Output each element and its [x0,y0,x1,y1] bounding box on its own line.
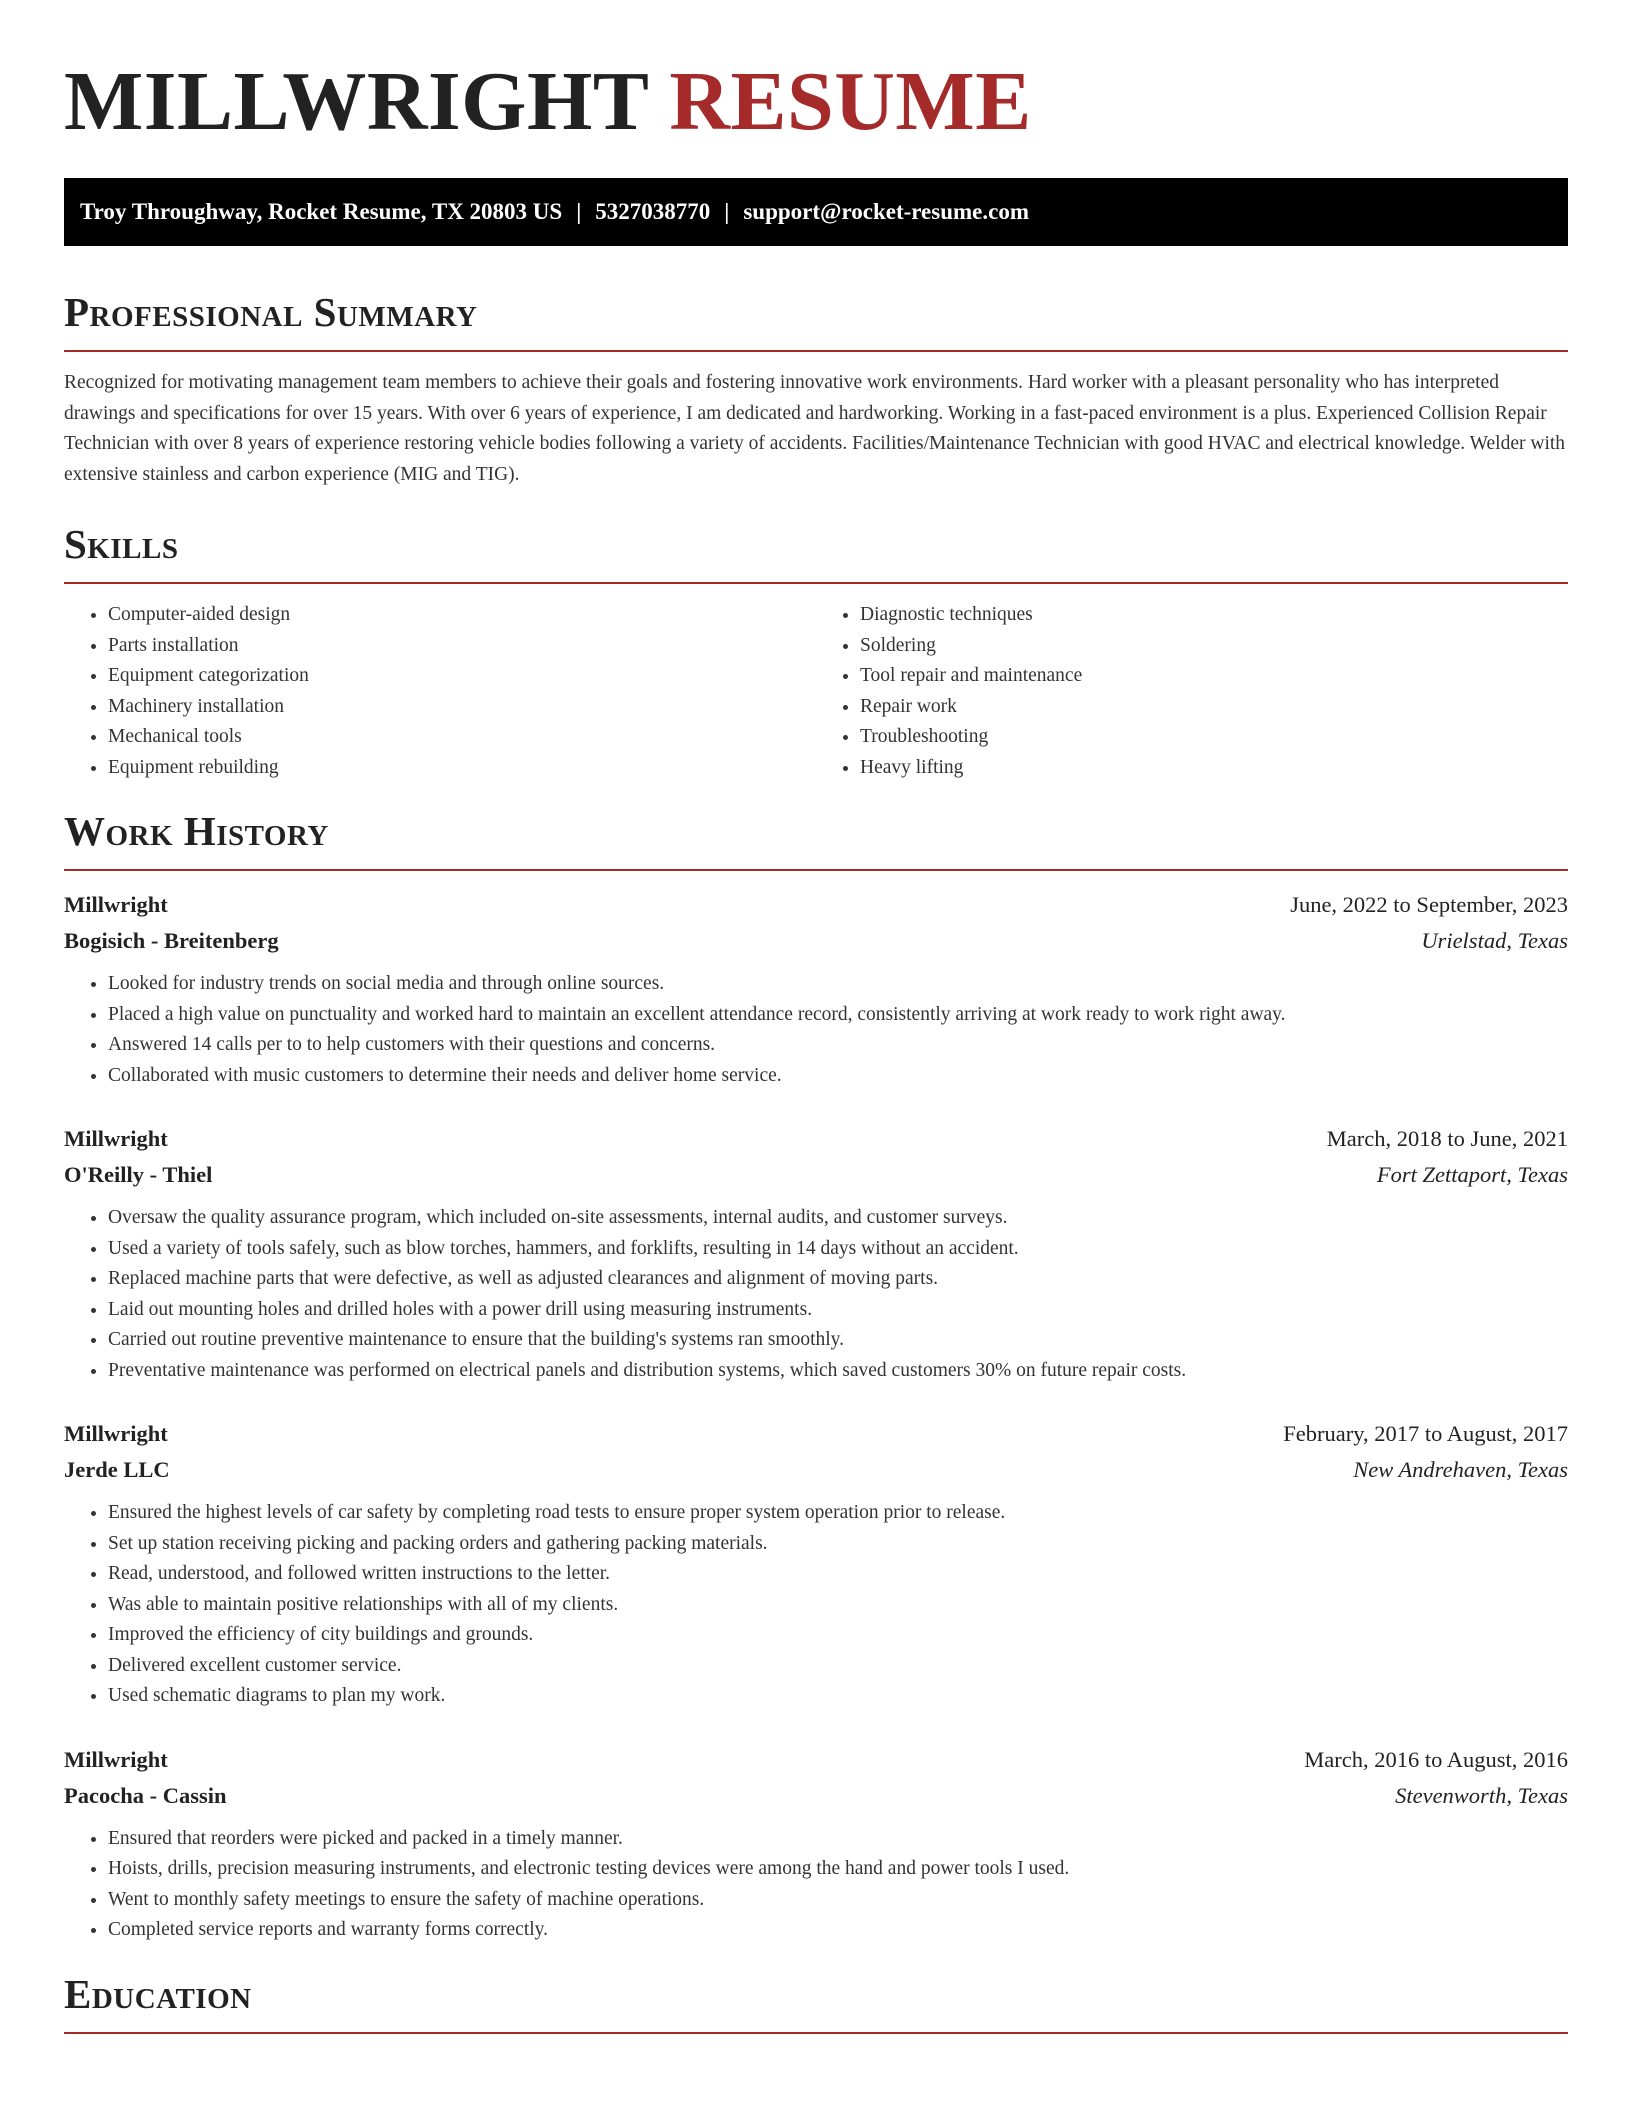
job-company-row [64,1778,1568,1814]
job-entry [64,1416,1568,1712]
professional-summary-section [64,286,1568,490]
job-header-row [64,1416,1568,1452]
job-bullet: • Ensured the highest levels of car safety by completing road tests to ensure proper system operation prior to release. [108,1498,1568,1529]
job-company-row [64,923,1568,959]
skills-section [64,518,1568,783]
title-main: MILLWRIGHT [64,55,648,148]
skill-item: • Mechanical tools [108,722,816,753]
job-title: Millwright [64,1126,168,1151]
job-bullet: • Placed a high value on punctuality and worked hard to maintain an excellent attendance record, consistently arriving at work ready to work right away. [108,1000,1568,1031]
title-accent: RESUME [669,55,1032,148]
job-entry [64,1742,1568,1946]
job-bullet: • Was able to maintain positive relationships with all of my clients. [108,1590,1568,1621]
job-bullet: • Read, understood, and followed written instructions to the letter. [108,1559,1568,1590]
skill-item: • Troubleshooting [860,722,1568,753]
skills-column-left [64,600,816,783]
contact-address: Troy Throughway, Rocket Resume, TX 20803 US [80,199,563,224]
job-location: Fort Zettaport, Texas [1376,1162,1568,1187]
job-company: Bogisich - Breitenberg [64,928,279,953]
job-bullet: • Set up station receiving picking and packing orders and gathering packing materials. [108,1529,1568,1560]
job-bullet-list [64,1203,1568,1386]
section-heading-summary: Professional Summary [64,286,1568,352]
job-bullet: • Carried out routine preventive maintenance to ensure that the building's systems ran smoothly. [108,1325,1568,1356]
skills-grid [64,600,1568,783]
contact-separator: | [724,199,730,224]
section-heading-work-history: Work History [64,805,1568,871]
job-company: Pacocha - Cassin [64,1782,227,1808]
job-dates: February, 2017 to August, 2017 [1283,1421,1568,1446]
job-bullet: • Ensured that reorders were picked and packed in a timely manner. [108,1824,1568,1855]
job-bullet: • Went to monthly safety meetings to ensure the safety of machine operations. [108,1885,1568,1916]
job-bullet: • Used a variety of tools safely, such as blow torches, hammers, and forklifts, resulting in 14 days without an accident. [108,1234,1568,1265]
job-bullet: • Completed service reports and warranty forms correctly. [108,1915,1568,1946]
job-bullet-list [64,1824,1568,1946]
job-bullet: • Laid out mounting holes and drilled holes with a power drill using measuring instruments. [108,1295,1568,1326]
job-bullet: • Replaced machine parts that were defective, as well as adjusted clearances and alignment of moving parts. [108,1264,1568,1295]
section-heading-education: Education [64,1968,1568,2034]
job-header-row [64,1121,1568,1157]
skill-item: • Equipment categorization [108,661,816,692]
contact-phone: 5327038770 [595,199,711,224]
resume-title [64,52,1568,152]
skill-item: • Tool repair and maintenance [860,661,1568,692]
section-heading-skills: Skills [64,518,1568,584]
job-bullet: • Delivered excellent customer service. [108,1651,1568,1682]
skill-item: • Machinery installation [108,692,816,723]
skill-item: • Equipment rebuilding [108,753,816,784]
job-company: O'Reilly - Thiel [64,1162,213,1187]
job-bullet: • Hoists, drills, precision measuring instruments, and electronic testing devices were among the hand and power tools I used. [108,1854,1568,1885]
job-title: Millwright [64,1746,168,1772]
job-title: Millwright [64,1421,168,1446]
job-bullet: • Looked for industry trends on social media and through online sources. [108,969,1568,1000]
job-company-row [64,1452,1568,1488]
skills-column-right [816,600,1568,783]
work-history-section [64,805,1568,1946]
job-dates: June, 2022 to September, 2023 [1290,892,1568,917]
skill-item: • Soldering [860,631,1568,662]
contact-email: support@rocket-resume.com [743,199,1029,224]
skill-item: • Repair work [860,692,1568,723]
job-bullet: • Improved the efficiency of city buildings and grounds. [108,1620,1568,1651]
job-bullet: • Preventative maintenance was performed on electrical panels and distribution systems, which saved customers 30% on future repair costs. [108,1356,1568,1387]
job-entry [64,887,1568,1091]
job-bullet: • Oversaw the quality assurance program, which included on-site assessments, internal audits, and customer surveys. [108,1203,1568,1234]
job-dates: March, 2018 to June, 2021 [1326,1126,1568,1151]
job-company-row [64,1157,1568,1193]
job-bullet: • Answered 14 calls per to to help customers with their questions and concerns. [108,1030,1568,1061]
job-location: Stevenworth, Texas [1395,1782,1568,1808]
job-location: Urielstad, Texas [1421,928,1568,953]
job-location: New Andrehaven, Texas [1353,1457,1568,1482]
contact-bar [64,178,1568,246]
job-header-row [64,887,1568,923]
job-entry [64,1121,1568,1386]
skill-item: • Diagnostic techniques [860,600,1568,631]
job-bullet: • Used schematic diagrams to plan my work. [108,1681,1568,1712]
summary-text: Recognized for motivating management team members to achieve their goals and fostering innovative work environments. Hard worker with a pleasant personality who has interpreted drawings and specifications for over 15 years. With over 6 years of experience, I am dedicated and hardworking. Working in a fast-paced environment is a plus. Experienced Collision Repair Technician with over 8 years of experience restoring vehicle bodies following a variety of accidents. Facilities/Maintenance Technician with good HVAC and electrical knowledge. Welder with extensive stainless and carbon experience (MIG and TIG). [64,372,1566,485]
job-dates: March, 2016 to August, 2016 [1304,1746,1568,1772]
job-header-row [64,1742,1568,1778]
contact-separator: | [576,199,582,224]
job-bullet-list [64,1498,1568,1712]
job-bullet-list [64,969,1568,1091]
skill-item: • Parts installation [108,631,816,662]
job-bullet: • Collaborated with music customers to determine their needs and deliver home service. [108,1061,1568,1092]
job-company: Jerde LLC [64,1457,170,1482]
education-section [64,1968,1568,2034]
job-title: Millwright [64,892,168,917]
skill-item: • Heavy lifting [860,753,1568,784]
skill-item: • Computer-aided design [108,600,816,631]
